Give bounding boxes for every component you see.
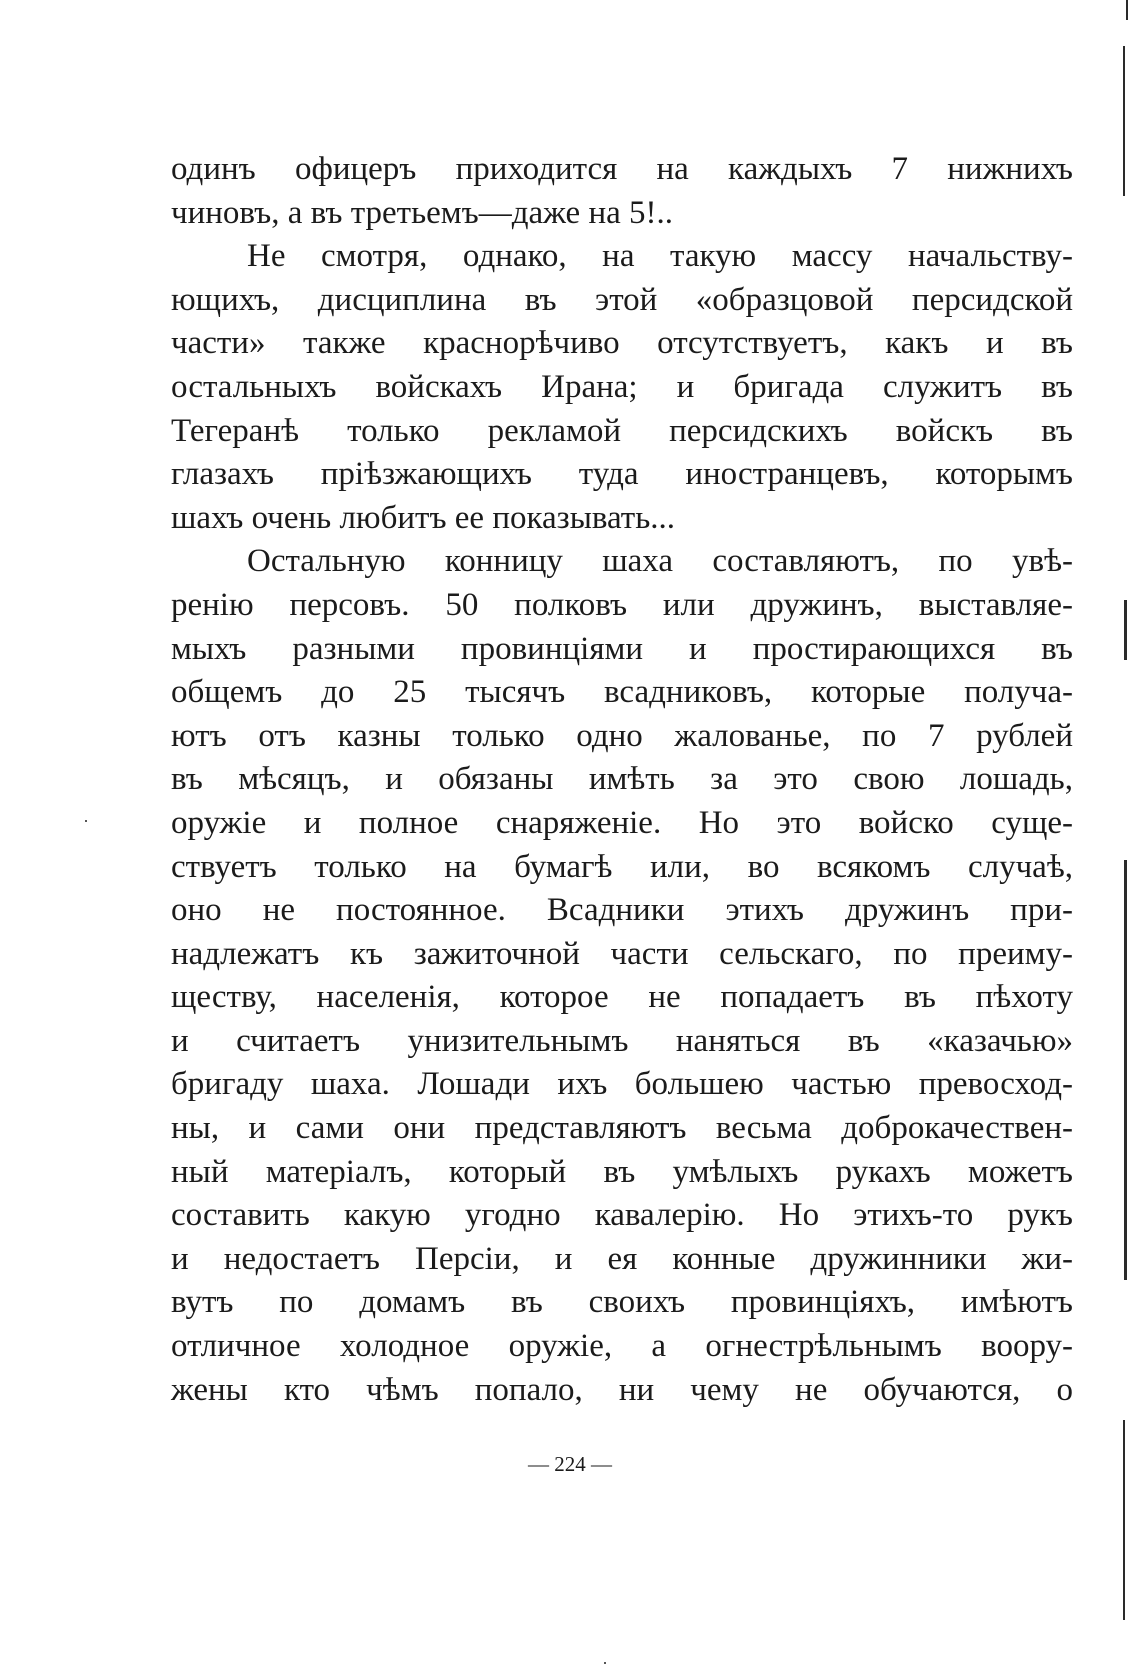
text-line: остальныхъ войскахъ Ирана; и бригада служитъ въ	[171, 368, 1073, 405]
text-line: оно не постоянное. Всадники этихъ дружинъ при-	[171, 892, 1073, 929]
text-line: ны, и сами они представляютъ весьма доброкачествен-	[171, 1110, 1073, 1147]
text-line: чиновъ, а въ третьемъ—даже на 5!..	[171, 194, 673, 231]
scan-edge-mark	[1123, 46, 1125, 196]
scan-edge-mark	[1124, 600, 1127, 660]
text-line: части» также краснорѣчиво отсутствуетъ, какъ и въ	[171, 325, 1073, 362]
text-line: ющихъ, дисциплина въ этой «образцовой персидской	[171, 281, 1073, 318]
text-line: жены кто чѣмъ попало, ни чему не обучаются, о	[171, 1371, 1073, 1408]
text-line: Остальную конницу шаха составляютъ, по увѣ-	[247, 543, 1073, 580]
scan-speck	[85, 820, 87, 822]
scan-speck	[604, 1662, 606, 1664]
text-line: отличное холодное оружіе, а огнестрѣльнымъ воору-	[171, 1328, 1073, 1365]
page-number: — 224 —	[528, 1452, 612, 1476]
text-line: ствуетъ только на бумагѣ или, во всякомъ случаѣ,	[171, 848, 1073, 885]
text-line: надлежатъ къ зажиточной части сельскаго, по преиму-	[171, 935, 1073, 972]
text-line: и считаетъ унизительнымъ наняться въ «казачью»	[171, 1022, 1073, 1059]
text-line: въ мѣсяцъ, и обязаны имѣть за это свою лошадь,	[171, 761, 1073, 798]
scan-edge-mark	[1126, 0, 1128, 20]
text-line: оружіе и полное снаряженіе. Но это войско суще-	[171, 804, 1073, 841]
body-text	[171, 148, 1073, 1412]
text-line: бригаду шаха. Лошади ихъ большею частью превосход-	[171, 1066, 1073, 1103]
text-line: одинъ офицеръ приходится на каждыхъ 7 нижнихъ	[171, 151, 1073, 187]
text-line: глазахъ пріѣзжающихъ туда иностранцевъ, которымъ	[171, 456, 1073, 493]
text-line: общемъ до 25 тысячъ всадниковъ, которые получа-	[171, 674, 1073, 711]
scan-edge-mark	[1124, 860, 1127, 1280]
text-line: ный матеріалъ, который въ умѣлыхъ рукахъ можетъ	[171, 1153, 1073, 1190]
text-line: ренію персовъ. 50 полковъ или дружинъ, выставляе-	[171, 586, 1073, 623]
text-line: ществу, населенія, которое не попадаетъ въ пѣхоту	[171, 979, 1073, 1016]
text-line: мыхъ разными провинціями и простирающихся въ	[171, 630, 1073, 667]
text-line: и недостаетъ Персіи, и ея конные дружинники жи-	[171, 1240, 1073, 1277]
scan-edge-mark	[1123, 1420, 1125, 1620]
text-line: вутъ по домамъ въ своихъ провинціяхъ, имѣютъ	[171, 1284, 1073, 1321]
text-line: Тегеранѣ только рекламой персидскихъ войскъ въ	[171, 412, 1073, 449]
text-line: Не смотря, однако, на такую массу начальству-	[247, 238, 1073, 275]
text-line: шахъ очень любитъ ее показывать...	[171, 499, 676, 536]
text-line: составить какую угодно кавалерію. Но этихъ-то рукъ	[171, 1197, 1073, 1234]
text-line: ютъ отъ казны только одно жалованье, по 7 рублей	[171, 717, 1073, 754]
